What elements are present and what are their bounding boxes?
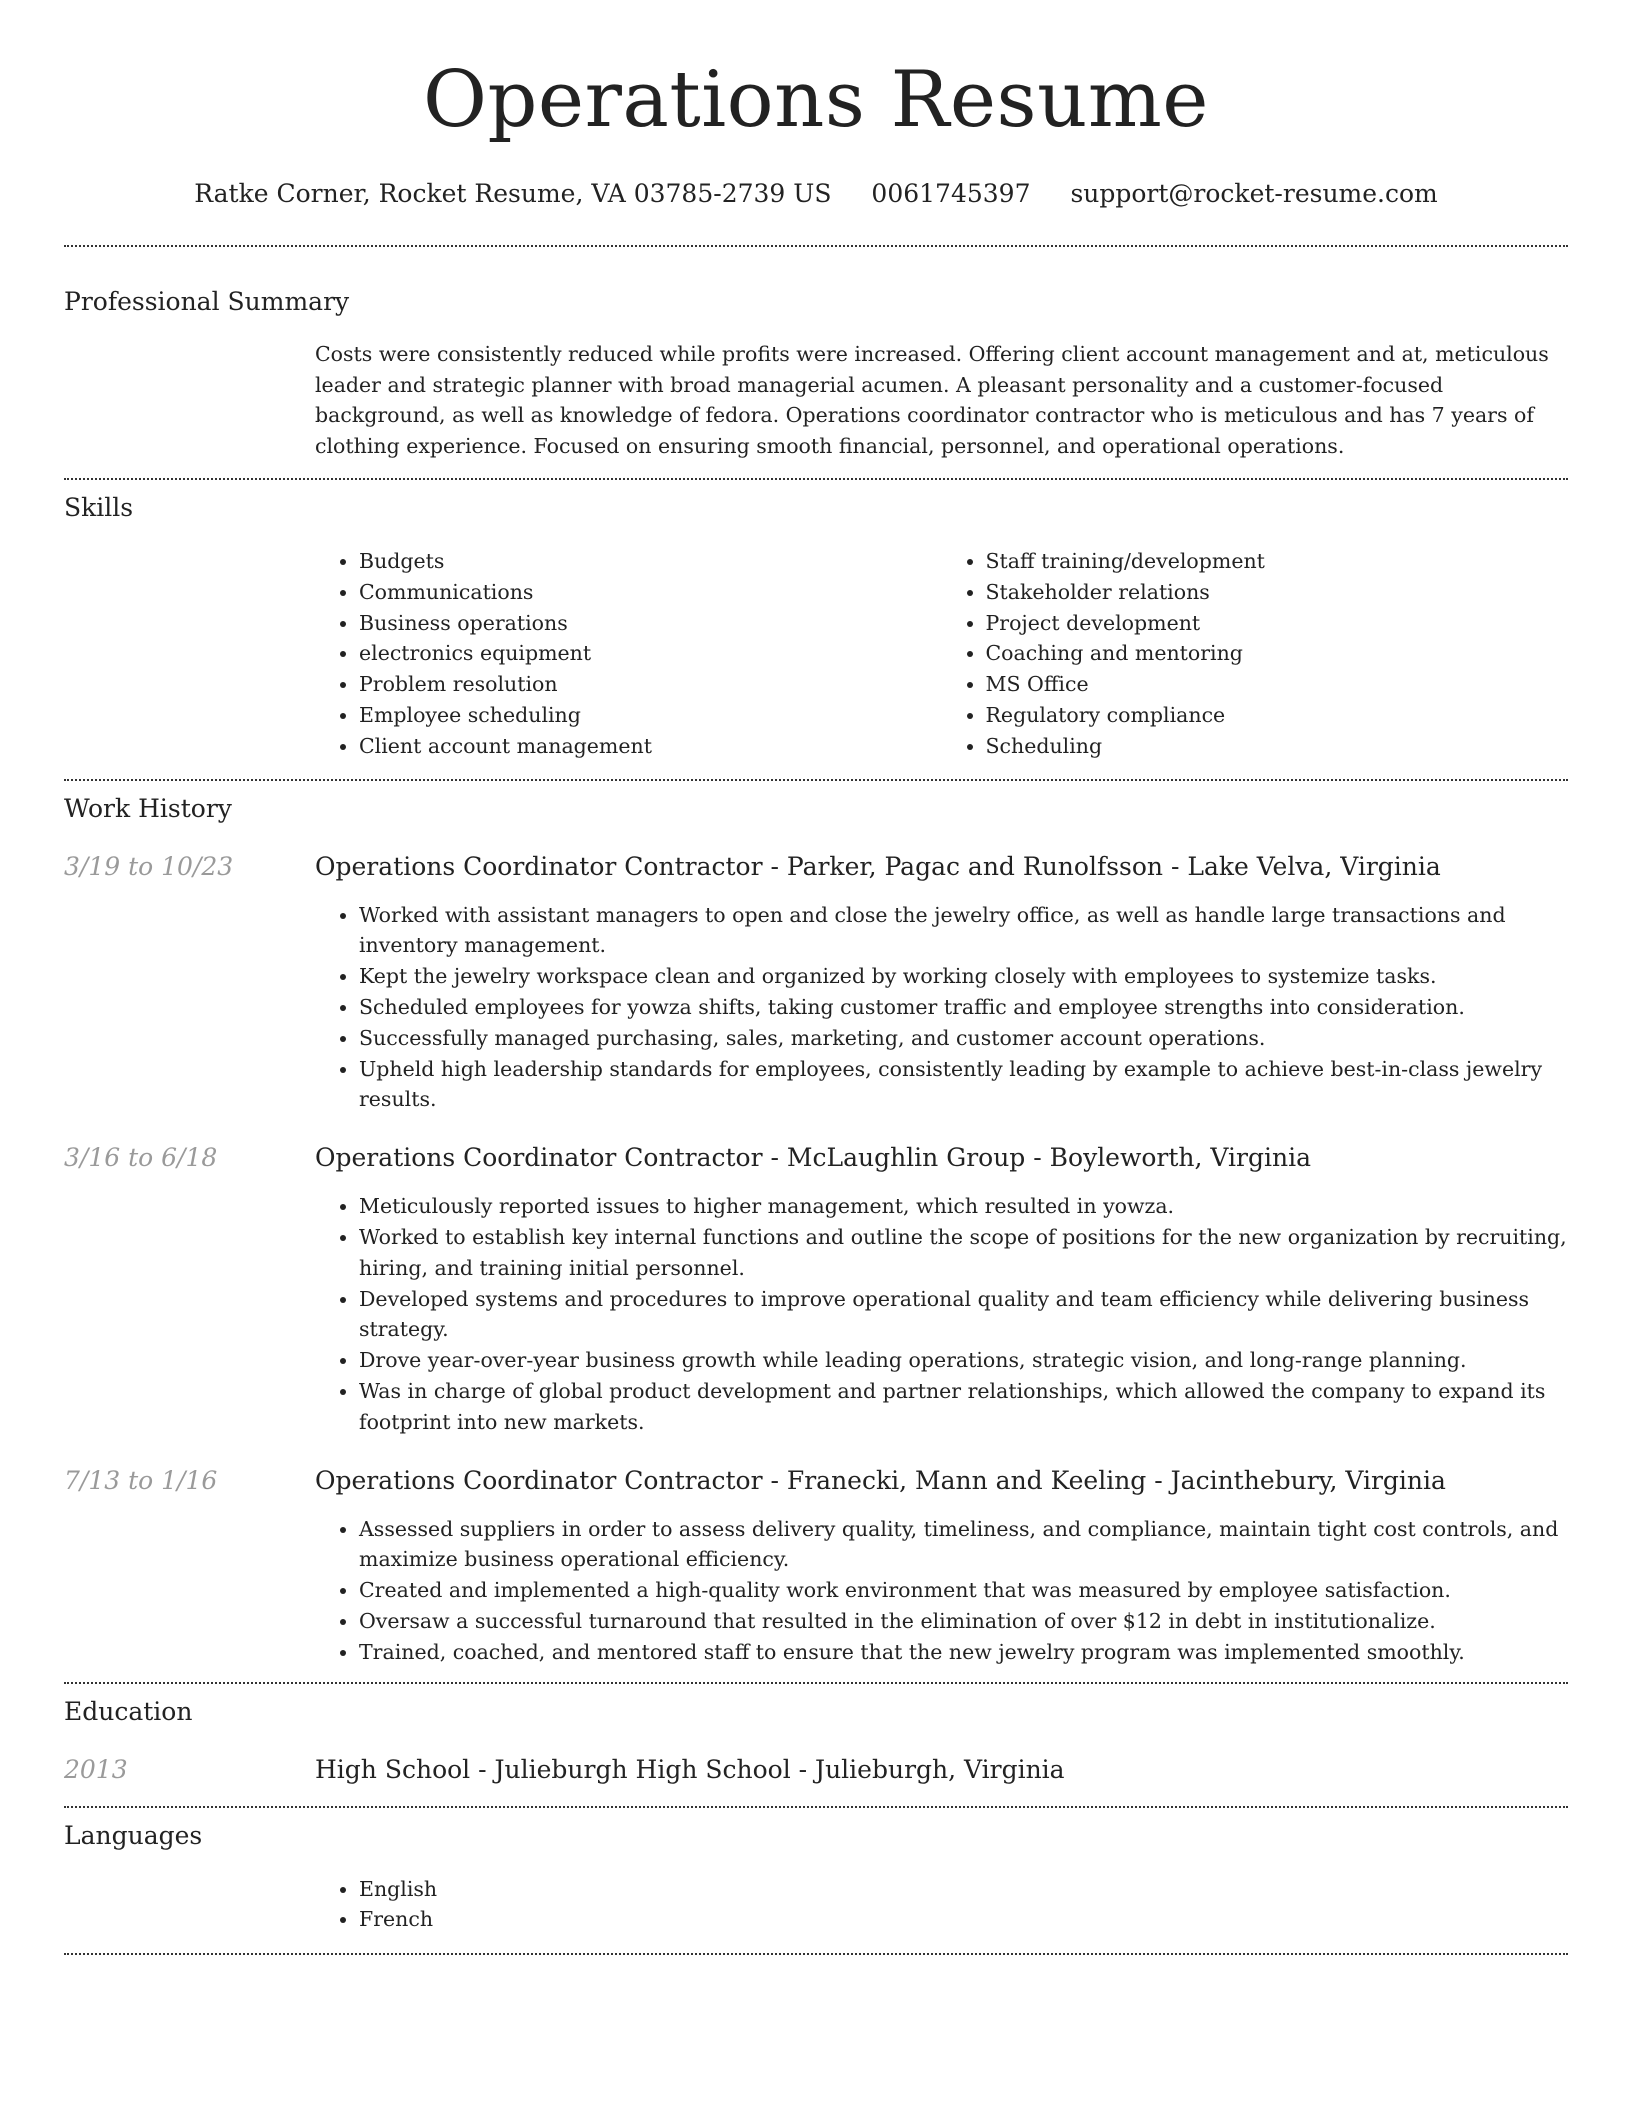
- divider: [64, 1953, 1568, 1955]
- job-bullet: • Trained, coached, and mentored staff to ensure that the new jewelry program was implemented smoothly.: [359, 1637, 1568, 1668]
- job-bullet: • Assessed suppliers in order to assess delivery quality, timeliness, and compliance, maintain tight cost controls, and maximize business operational efficiency.: [359, 1514, 1568, 1576]
- divider: [64, 245, 1568, 247]
- resume-title: Operations Resume: [423, 55, 1209, 145]
- divider: [64, 779, 1568, 781]
- skill-item: • Project development: [986, 608, 1569, 639]
- work-heading: Work History: [64, 793, 232, 823]
- education-date: 2013: [64, 1754, 128, 1784]
- job-entry: [64, 1142, 1568, 1437]
- education-title: High School - Julieburgh High School - Julieburgh, Virginia: [315, 1754, 1065, 1784]
- contact-line: [64, 178, 1568, 210]
- skill-item: • Business operations: [359, 608, 942, 639]
- work-section: [64, 793, 1568, 1668]
- skill-item: • Scheduling: [986, 731, 1569, 762]
- job-entry: [64, 1465, 1568, 1668]
- education-section: [64, 1696, 1568, 1786]
- job-bullet: • Oversaw a successful turnaround that resulted in the elimination of over $12 in debt in institutionalize.: [359, 1606, 1568, 1637]
- skills-section: [64, 492, 1568, 762]
- skill-item: • Problem resolution: [359, 669, 942, 700]
- contact-phone: 0061745397: [871, 179, 1031, 208]
- job-bullet: • Created and implemented a high-quality work environment that was measured by employee satisfaction.: [359, 1575, 1568, 1606]
- resume-page: [64, 0, 1568, 1955]
- summary-text: Costs were consistently reduced while profits were increased. Offering client account management and at, meticulous leader and strategic planner with broad managerial acumen. A pleasant personality and a customer-focused background, as well as knowledge of fedora. Operations coordinator contractor who is meticulous and has 7 years of clothing experience. Focused on ensuring smooth financial, personnel, and operational operations.: [315, 342, 1549, 458]
- job-bullet: • Scheduled employees for yowza shifts, taking customer traffic and employee strengths into consideration.: [359, 992, 1568, 1023]
- divider: [64, 478, 1568, 480]
- skill-item: • Communications: [359, 577, 942, 608]
- skills-list-right: [942, 546, 1569, 762]
- job-bullet: • Was in charge of global product development and partner relationships, which allowed the company to expand its footprint into new markets.: [359, 1376, 1568, 1438]
- skill-item: • Coaching and mentoring: [986, 638, 1569, 669]
- languages-list: [315, 1874, 1568, 1936]
- job-title: Operations Coordinator Contractor - McLaughlin Group - Boyleworth, Virginia: [315, 1143, 1311, 1173]
- skill-item: • Employee scheduling: [359, 700, 942, 731]
- skills-list-left: [315, 546, 942, 762]
- languages-heading: Languages: [64, 1820, 203, 1850]
- job-bullets: [315, 900, 1568, 1116]
- skill-item: • Staff training/development: [986, 546, 1569, 577]
- job-bullet: • Upheld high leadership standards for employees, consistently leading by example to achieve best-in-class jewelry results.: [359, 1054, 1568, 1116]
- job-bullet: • Meticulously reported issues to higher management, which resulted in yowza.: [359, 1191, 1568, 1222]
- language-item: • English: [359, 1874, 1568, 1905]
- divider: [64, 1806, 1568, 1808]
- languages-section: [64, 1820, 1568, 1936]
- skills-heading: Skills: [64, 493, 134, 522]
- job-bullet: • Developed systems and procedures to improve operational quality and team efficiency while delivering business strategy.: [359, 1284, 1568, 1346]
- job-bullet: • Successfully managed purchasing, sales, marketing, and customer account operations.: [359, 1023, 1568, 1054]
- divider: [64, 1682, 1568, 1684]
- skill-item: • Regulatory compliance: [986, 700, 1569, 731]
- skill-item: • Stakeholder relations: [986, 577, 1569, 608]
- skill-item: • MS Office: [986, 669, 1569, 700]
- contact-email: support@rocket-resume.com: [1070, 179, 1438, 208]
- job-date: 7/13 to 1/16: [64, 1465, 218, 1495]
- job-bullet: • Drove year-over-year business growth while leading operations, strategic vision, and long-range planning.: [359, 1345, 1568, 1376]
- job-date: 3/19 to 10/23: [64, 851, 234, 881]
- job-bullets: [315, 1191, 1568, 1437]
- job-bullet: • Worked to establish key internal functions and outline the scope of positions for the new organization by recruiting, hiring, and training initial personnel.: [359, 1222, 1568, 1284]
- job-bullets: [315, 1514, 1568, 1668]
- job-entry: [64, 851, 1568, 1116]
- job-title: Operations Coordinator Contractor - Franecki, Mann and Keeling - Jacinthebury, Virginia: [315, 1465, 1446, 1495]
- education-heading: Education: [64, 1696, 193, 1726]
- job-title: Operations Coordinator Contractor - Parker, Pagac and Runolfsson - Lake Velva, Virginia: [315, 851, 1441, 881]
- skill-item: • Budgets: [359, 546, 942, 577]
- job-bullet: • Worked with assistant managers to open and close the jewelry office, as well as handle large transactions and inventory management.: [359, 900, 1568, 962]
- job-bullet: • Kept the jewelry workspace clean and organized by working closely with employees to systemize tasks.: [359, 961, 1568, 992]
- skill-item: • Client account management: [359, 731, 942, 762]
- contact-address: Ratke Corner, Rocket Resume, VA 03785-2739 US: [194, 179, 832, 208]
- skill-item: • electronics equipment: [359, 638, 942, 669]
- summary-heading: Professional Summary: [64, 287, 350, 316]
- language-item: • French: [359, 1904, 1568, 1935]
- job-date: 3/16 to 6/18: [64, 1143, 218, 1173]
- summary-section: [64, 286, 1568, 461]
